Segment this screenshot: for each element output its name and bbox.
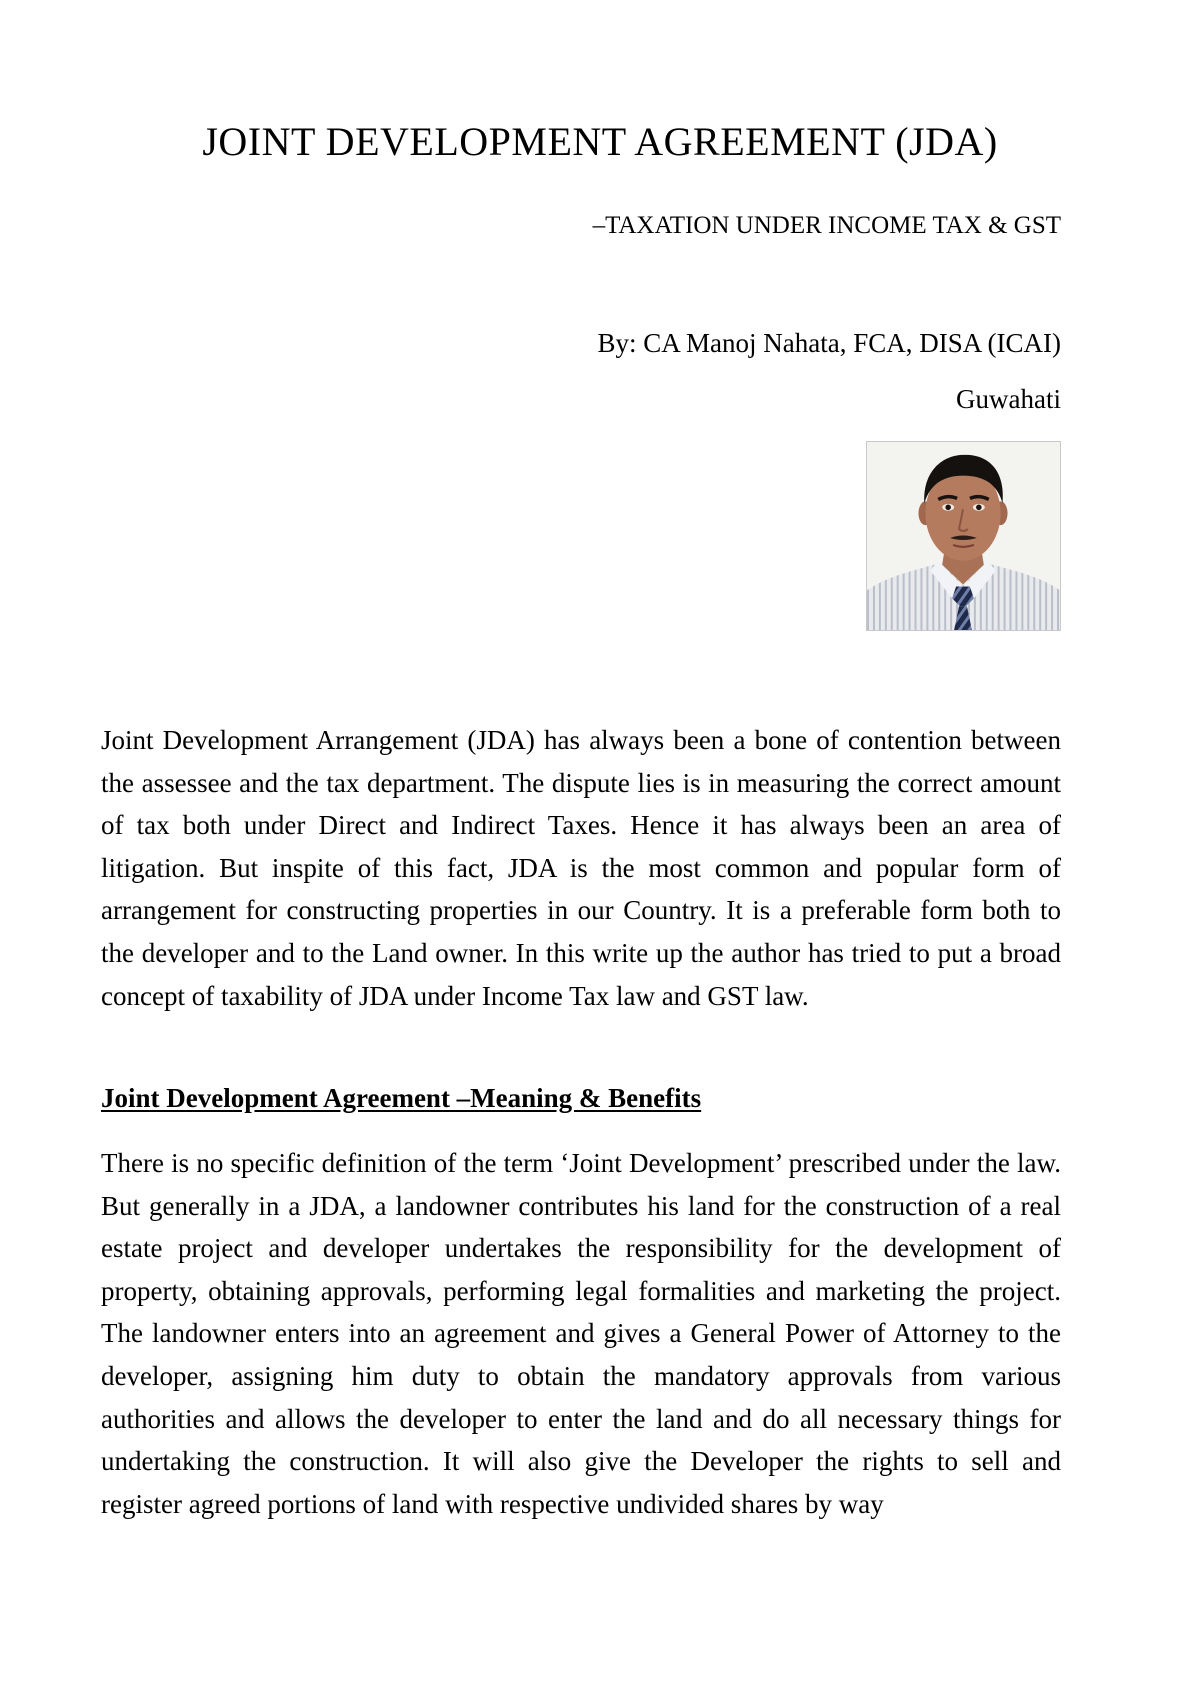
author-portrait-icon [867,442,1060,630]
author-byline: By: CA Manoj Nahata, FCA, DISA (ICAI) [597,328,1061,358]
section-paragraph: There is no specific definition of the term ‘Joint Development’ prescribed under the law. But generally in a JDA, a landowner contributes his land for the construction of a real estate project and developer undertakes the responsibility for the development of property, obtaining approvals, performing legal formalities and marketing the project. The landowner enters into an agreement and gives a General Power of Attorney to the developer, assigning him duty to obtain the mandatory approvals from various authorities and allows the developer to enter the land and do all necessary things for undertaking the construction. It will also give the Developer the rights to sell and register agreed portions of land with respective undivided shares by way [101,1148,1061,1519]
document-title: JOINT DEVELOPMENT AGREEMENT (JDA) [202,119,998,164]
author-location: Guwahati [956,384,1061,414]
intro-paragraph: Joint Development Arrangement (JDA) has always been a bone of contention between the assessee and the tax department. The dispute lies is in measuring the correct amount of tax both under Direct and Indirect Taxes. Hence it has always been an area of litigation. But inspite of this fact, JDA is the most common and popular form of arrangement for constructing properties in our Country. It is a preferable form both to the developer and to the Land owner. In this write up the author has tried to put a broad concept of taxability of JDA under Income Tax law and GST law. [101,725,1061,1011]
author-photo [866,441,1061,631]
document-subtitle: –TAXATION UNDER INCOME TAX & GST [592,212,1061,239]
section-heading: Joint Development Agreement –Meaning & Benefits [101,1083,702,1113]
